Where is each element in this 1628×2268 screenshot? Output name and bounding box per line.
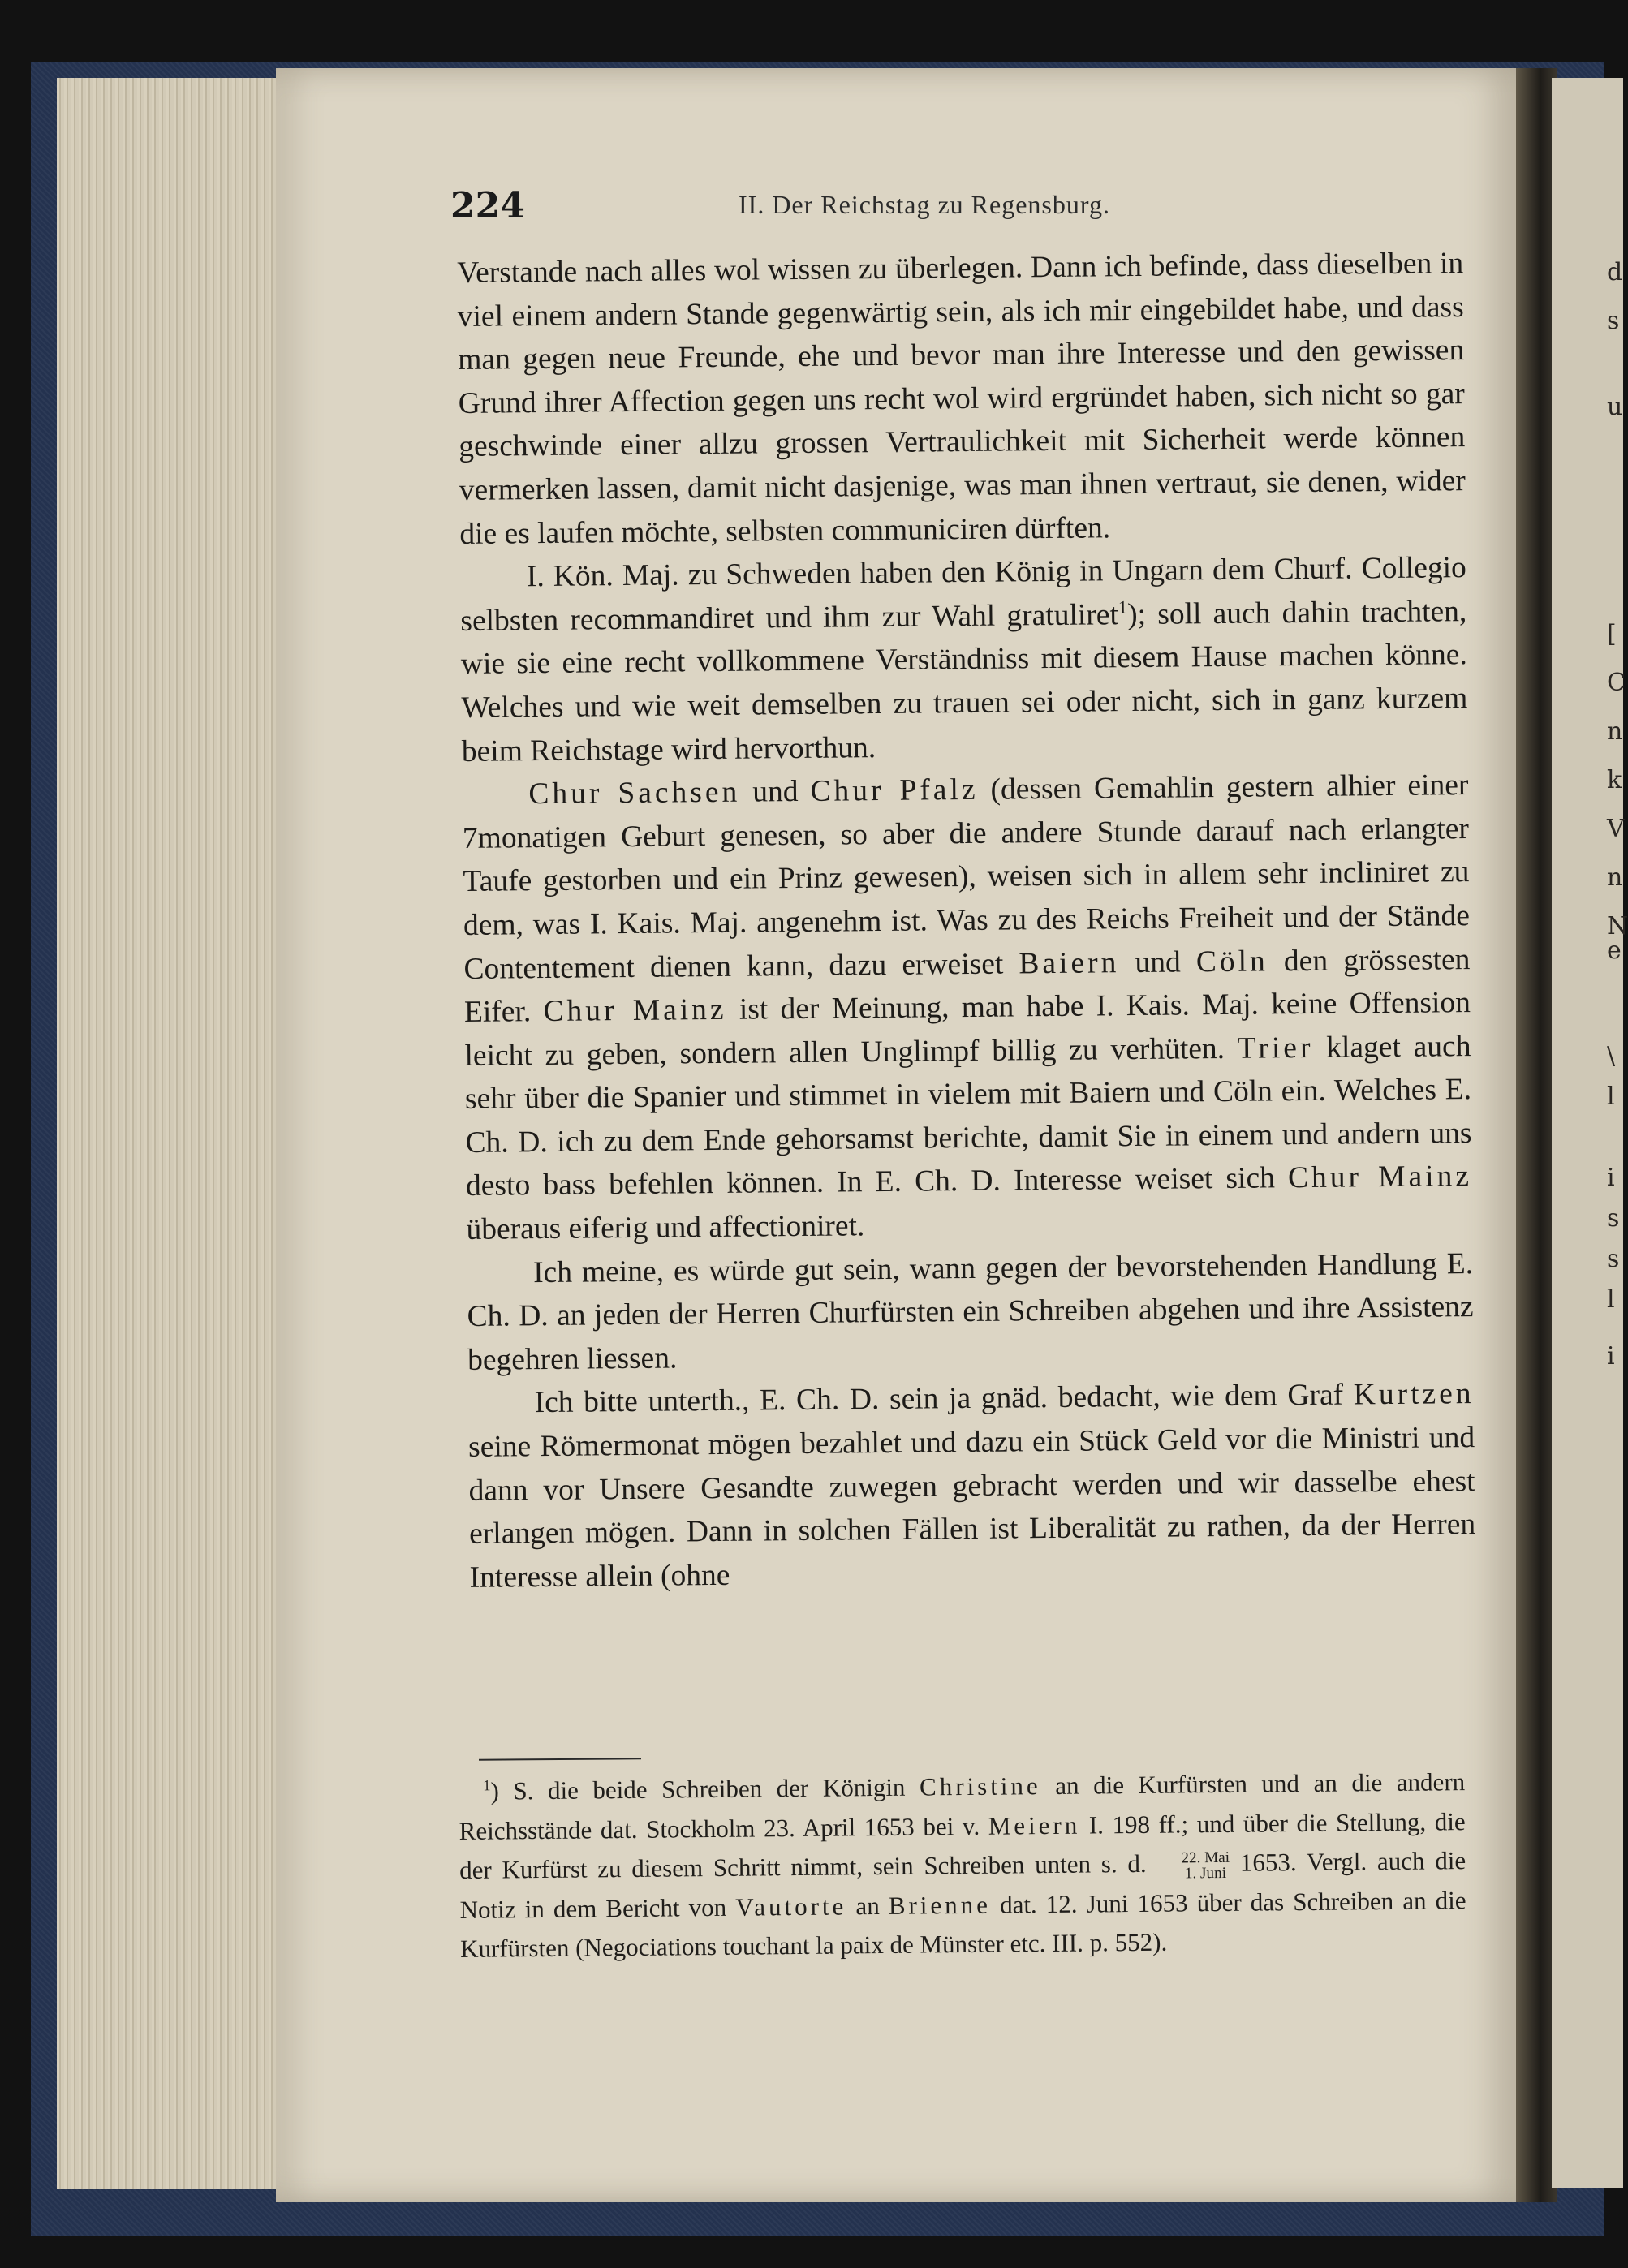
page-header: [450, 185, 1530, 234]
text-run: überaus eiferig und affectioniret.: [466, 1209, 865, 1247]
spaced-name: Chur Mainz: [543, 992, 727, 1029]
paragraph: Ich meine, es würde gut sein, wann gegen der bevorstehenden Handlung E. Ch. D. an jeden der Herren Churfürsten ein Schreiben abgehen und ihre Assistenz begehren liessen.: [467, 1246, 1474, 1377]
footnote: [459, 1762, 1466, 1969]
paragraph: [462, 764, 1473, 1251]
text-run: klaget auch sehr über die Spanier und stimmet in vielem mit Baiern und Cöln ein. Welches E. Ch. D. ich zu dem Ende gehorsamst berichte, damit Sie in einem und andern uns desto bass befehlen können. In E. Ch. D. Interesse weiset sich: [464, 1029, 1472, 1203]
facing-page-letter: n: [1607, 717, 1623, 746]
text-run: dat. 12. Juni 1653 über das Schreiben an die Kurfürsten (Negociations touchant la paix de Münster etc. III. p. 552).: [459, 1885, 1466, 1963]
facing-page-fragment: [1552, 78, 1628, 2188]
text-run: Ich bitte unterth., E. Ch. D. sein ja gnäd. bedacht, wie dem Graf: [534, 1378, 1354, 1420]
facing-page-letter: s: [1607, 1204, 1620, 1233]
footnote-marker: 1: [483, 1777, 491, 1795]
book-gutter: [1516, 68, 1557, 2202]
text-run: an die Kurfürsten und an die andern Reichsstände dat. Stockholm 23. April 1653 bei v.: [459, 1767, 1466, 1845]
text-run: den grössesten Eifer.: [463, 942, 1471, 1030]
spaced-name: Baiern: [1019, 945, 1120, 980]
spaced-name: Vautorte: [735, 1891, 847, 1922]
facing-page-letter: s: [1607, 307, 1620, 335]
facing-page-letter: n: [1607, 863, 1623, 892]
paragraph: Verstande nach alles wol wissen zu überlegen. Dann ich befinde, dass dieselben in viel einem andern Stande gegenwärtig sein, als ich mir eingebildet habe, und dass man gegen neue Freunde, ehe und bevor man ihre Interesse und den gewissen Grund ihrer Affection gegen uns recht wol wird ergründet haben, sich nicht so gar geschwinde einer allzu grossen Vertraulichkeit mit Sicherheit werde können vermerken lassen, damit nicht dasjenige, was man ihnen vertraut, sie denen, wider die es laufen möchte, selbsten communiciren dürften.: [457, 247, 1466, 551]
text-run: I. Kön. Maj. zu Schweden haben den König in Ungarn dem Churf. Collegio selbsten recommandiret und ihm zur Wahl gratuliret: [460, 551, 1466, 638]
main-text: [457, 242, 1476, 1599]
spaced-name: Cöln: [1195, 944, 1269, 979]
paragraph: [460, 546, 1469, 773]
text-run: ) S. die beide Schreiben der Königin: [490, 1772, 920, 1805]
facing-page-letter: N: [1607, 912, 1628, 940]
facing-page-letter: i: [1607, 1342, 1615, 1371]
facing-page-letter: [: [1607, 620, 1617, 648]
facing-page-letter: k: [1607, 766, 1622, 794]
page-edges: [57, 78, 300, 2189]
spaced-name: Chur Sachsen: [528, 775, 741, 811]
text-run: (dessen Gemahlin gestern alhier einer 7monatigen Geburt genesen, so aber die andere Stunde darauf nach erlangter Taufe gestorben und ein Prinz gewesen), weisen sich in allem sehr incliniret zu dem, was I. Kais. Maj. angenehm ist. Was zu des Reichs Freiheit und der Stände Contentement dienen kann, dazu erweiset: [462, 768, 1471, 986]
spaced-name: Kurtzen: [1353, 1377, 1475, 1412]
facing-page-letter: s: [1607, 1245, 1620, 1273]
spaced-name: Chur Pfalz: [810, 772, 979, 808]
facing-page-letter: i: [1607, 1164, 1615, 1192]
date-top: 22. Mai: [1181, 1848, 1230, 1867]
text-run: ); soll auch dahin trachten, wie sie eine recht vollkommene Verständniss mit diesem Hause machen könne. Welches und wie weit demselben zu trauen sei oder nicht, sich in ganz kurzem beim Reichstage wird hervorthun.: [460, 594, 1468, 768]
text-run: ist der Meinung, man habe I. Kais. Maj. keine Offension leicht zu geben, sondern allen Unglimpf billig zu verhüten.: [464, 986, 1471, 1073]
stacked-date: [1156, 1850, 1230, 1882]
text-run: und: [1119, 945, 1197, 979]
facing-page-letter: d: [1607, 258, 1623, 286]
facing-page-letter: u: [1607, 393, 1623, 421]
spaced-name: Meiern: [988, 1810, 1081, 1840]
running-head: II. Der Reichstag zu Regensburg.: [739, 190, 1110, 219]
spaced-name: Trier: [1237, 1031, 1314, 1065]
text-run: 1653. Vergl. auch die Notiz in dem Bericht von: [459, 1846, 1466, 1924]
spaced-name: Christine: [919, 1771, 1041, 1801]
text-run: I. 198 ff.; und über die Stellung, die der Kurfürst zu diesem Schritt nimmt, sein Schreiben unten s. d.: [459, 1806, 1466, 1884]
facing-page-letter: V: [1607, 815, 1625, 843]
text-run: seine Römermonat mögen bezahlet und dazu ein Stück Geld vor die Ministri und dann vor Unsere Gesandte zuwegen gebracht werden und wir dasselbe ehest erlangen mögen. Dann in solchen Fällen ist Liberalität zu rathen, da der Herren Interesse allein (ohne: [467, 1421, 1476, 1594]
page-number: 224: [450, 185, 525, 226]
date-bottom: 1. Juni: [1184, 1864, 1227, 1883]
spaced-name: Brienne: [888, 1890, 992, 1920]
footnote-text: [459, 1762, 1466, 1969]
paragraph: [467, 1372, 1476, 1599]
facing-page-letter: C: [1607, 669, 1626, 697]
footnote-ref: 1: [1118, 596, 1128, 618]
spaced-name: Chur Mainz: [1287, 1160, 1473, 1195]
facing-page-letter: l: [1607, 1082, 1615, 1111]
facing-page-letter: l: [1607, 1285, 1615, 1314]
text-run: an: [846, 1891, 889, 1920]
facing-page-letter: e: [1607, 936, 1622, 965]
facing-page-letter: \: [1607, 1042, 1616, 1070]
text-run: und: [740, 774, 811, 809]
